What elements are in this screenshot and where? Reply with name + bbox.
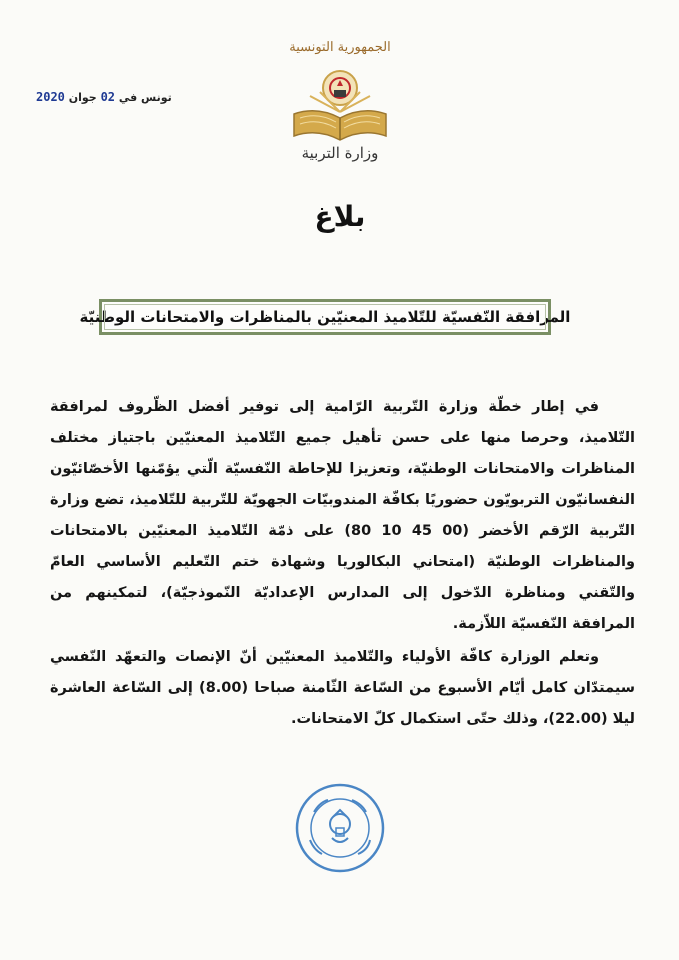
date-month: جوان [68, 91, 97, 104]
ministry-name: وزارة التربية [301, 144, 379, 162]
place-date [36, 90, 176, 104]
date-year: 2020 [36, 90, 65, 104]
date-day: 02 [100, 90, 116, 104]
paragraph-1 [50, 392, 635, 640]
official-stamp-icon [294, 782, 386, 874]
republic-name: الجمهورية التونسية [289, 40, 391, 55]
ministry-logo [280, 40, 400, 175]
subject-text: المرافقة النّفسيّة للتّلاميذ المعنيّين بالمناظرات والامتحانات الوطنيّة [79, 308, 571, 326]
body-text [50, 392, 635, 735]
place-label: تونس في [118, 91, 172, 104]
subject-box [79, 299, 571, 335]
announcement-title: بلاغ [314, 200, 366, 233]
paragraph-1-text: في إطار خطّة وزارة التّربية الرّامية إلى توفير أفضل الظّروف لمرافقة التّلاميذ، وحرصا منها على حسن تأهيل جميع التّلاميذ المعنيّين باجتياز مختلف المناظرات والامتحانات الوطنيّة، وتعزيزا للإحاطة النّفسيّة الّتي يؤمّنها الأخصّائيّون النفسانيّون التربويّون حضوريًا بكافّة المندوبيّات الجهويّة للتّربية للتّلاميذ، تضع وزارة التّربية الرّقم الأخضر (00 45 10 80) على ذمّة التّلاميذ المعنيّين بالامتحانات والمناظرات الوطنيّة (امتحاني البكالوريا وشهادة ختم التّعليم الأساسي العامّ والتّقني ومناظرة الدّخول إلى المدارس الإعداديّة النّموذجيّة)، لتمكينهم من المرافقة النّفسيّة اللاّزمة. [50, 399, 635, 632]
paragraph-2-text: وتعلم الوزارة كافّة الأولياء والتّلاميذ المعنيّين أنّ الإنصات والتعهّد النّفسي سيمتدّان كامل أيّام الأسبوع من السّاعة الثّامنة صباحا (8.00) إلى السّاعة العاشرة ليلا (22.00)، وذلك حتّى استكمال كلّ الامتحانات. [50, 649, 635, 727]
paragraph-2 [50, 642, 635, 735]
emblem-book-icon [280, 56, 400, 146]
